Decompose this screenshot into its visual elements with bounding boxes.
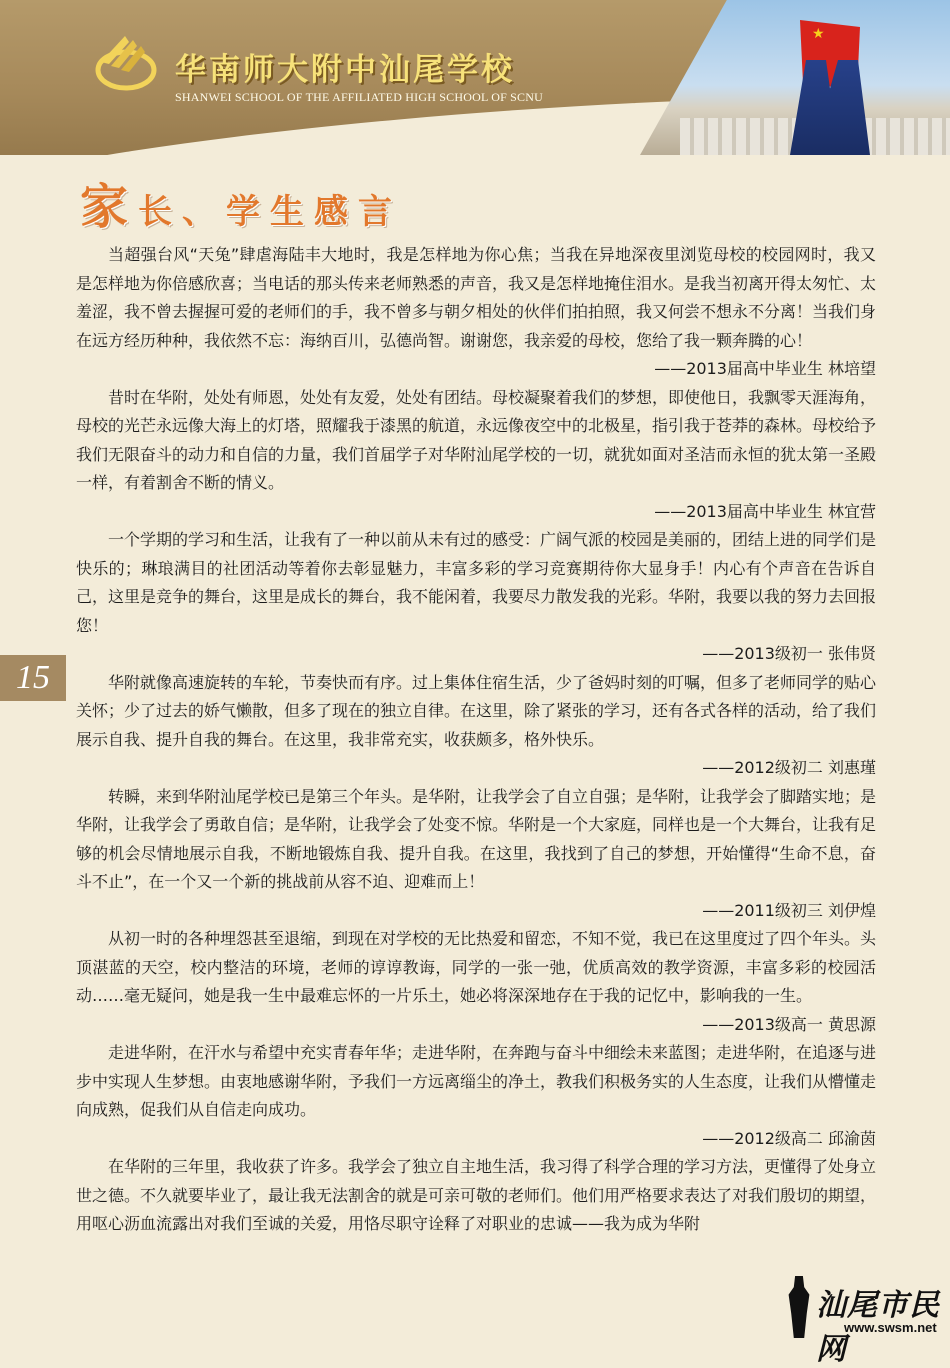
- testimonial-author: ——2013届高中毕业生 林宜营: [654, 501, 876, 521]
- statue-silhouette-icon: [786, 1276, 812, 1338]
- testimonial-author: ——2012级初二 刘惠瑾: [702, 758, 876, 777]
- school-name-en: SHANWEI SCHOOL OF THE AFFILIATED HIGH SCHOOL OF SCNU: [175, 90, 543, 104]
- testimonial-text: 昔时在华附，处处有师恩，处处有友爱，处处有团结。母校凝聚着我们的梦想，即使他日，我飘零天涯海角，母校的光芒永远像大海上的灯塔，照耀我于漆黑的航道，永远像夜空中的北极星，指引我于苍莽的森林。母校给予我们无限奋斗的动力和自信的力量，我们首届学子对华附汕尾学校的一切，就犹如面对圣洁而永恒的犹太第一圣殿一样，有着割舍不断的情义。: [76, 387, 877, 492]
- testimonial-text: 在华附的三年里，我收获了许多。我学会了独立自主地生活，我习得了科学合理的学习方法，更懂得了处身立世之德。不久就要毕业了，最让我无法割舍的就是可亲可敬的老师们。他们用严格要求表达了对我们殷切的期望，用呕心沥血流露出对我们至诚的关爱，用恪尽职守诠释了对职业的忠诚——我为成为华附: [76, 1157, 877, 1233]
- school-name-cn: 华南师大附中汕尾学校: [175, 52, 515, 88]
- testimonial-author: ——2013级高一 黄思源: [702, 1014, 876, 1034]
- testimonial-author: ——2013届高中毕业生 林培望: [654, 359, 876, 378]
- testimonial-text: 当超强台风“天兔”肆虐海陆丰大地时，我是怎样地为你心焦；当我在异地深夜里浏览母校的校园网时，我又是怎样地为你倍感欣喜；当电话的那头传来老师熟悉的声音，我又是怎样地掩住泪水。是我当初离开得太匆忙、太羞涩，我不曾去握握可爱的老师们的手，我不曾多与朝夕相处的伙伴们拍拍照，我又何尝不想永不分离！当我们身在远方经历种种，我依然不忘：海纳百川，弘德尚智。谢谢您，我亲爱的母校，您给了我一颗奔腾的心！: [76, 245, 877, 350]
- watermark-site-name: 汕尾市民网: [816, 1288, 940, 1367]
- testimonial-author: ——2013级初一 张伟贤: [702, 644, 876, 663]
- school-logo-icon: [95, 32, 157, 94]
- flag-star-icon: ★: [812, 26, 825, 42]
- testimonial-author: ——2011级初三 刘伊煌: [702, 900, 876, 920]
- section-title-rest: 长、学生感言: [138, 192, 403, 232]
- section-title: [80, 168, 402, 237]
- watermark-url: www.swsm.net: [844, 1320, 937, 1335]
- testimonial-author: ——2012级高二 邱渝茵: [702, 1128, 876, 1148]
- testimonial-text: 一个学期的学习和生活，让我有了一种以前从未有过的感受：广阔气派的校园是美丽的，团结上进的同学们是快乐的；琳琅满目的社团活动等着你去彰显魅力，丰富多彩的学习竞赛期待你大显身手！内心有个声音在告诉自己，这里是竞争的舞台，这里是成长的舞台，我不能闲着，我要尽力散发我的光彩。华附，我要以我的努力去回报您！: [76, 530, 877, 635]
- site-watermark: [786, 1276, 950, 1367]
- testimonial-text: 转瞬，来到华附汕尾学校已是第三个年头。是华附，让我学会了自立自强；是华附，让我学会了脚踏实地；是华附，让我学会了勇敢自信；是华附，让我学会了处变不惊。华附是一个大家庭，同样也是一个大舞台，让我有足够的机会尽情地展示自我，不断地锻炼自我、提升自我。在这里，我找到了自己的梦想，开始懂得“生命不息，奋斗不止”，在一个又一个新的挑战前从容不迫、迎难而上！: [76, 786, 877, 891]
- section-title-first-char: 家: [80, 179, 139, 235]
- testimonial-text: 走进华附，在汗水与希望中充实青春年华；走进华附，在奔跑与奋斗中细绘未来蓝图；走进华附，在追逐与进步中实现人生梦想。由衷地感谢华附，予我们一方远离缁尘的净土，教我们积极务实的人生态度，让我们从懵懂走向成熟，促我们从自信走向成功。: [76, 1043, 877, 1119]
- testimonial-text: 从初一时的各种埋怨甚至退缩，到现在对学校的无比热爱和留恋，不知不觉，我已在这里度过了四个年头。头顶湛蓝的天空，校内整洁的环境，老师的谆谆教诲，同学的一张一弛，优质高效的教学资源，丰富多彩的校园活动……毫无疑问，她是我一生中最难忘怀的一片乐土，她必将深深地存在于我的记忆中，影响我的一生。: [76, 929, 877, 1005]
- testimonials-body: [76, 241, 876, 1239]
- testimonial-text: 华附就像高速旋转的车轮，节奏快而有序。过上集体住宿生活，少了爸妈时刻的叮嘱，但多了老师同学的贴心关怀；少了过去的娇气懒散，但多了现在的独立自律。在这里，除了紧张的学习，还有各式各样的活动，给了我们展示自我、提升自我的舞台。在这里，我非常充实，收获颇多，格外快乐。: [76, 672, 877, 749]
- page-number: 15: [0, 655, 66, 701]
